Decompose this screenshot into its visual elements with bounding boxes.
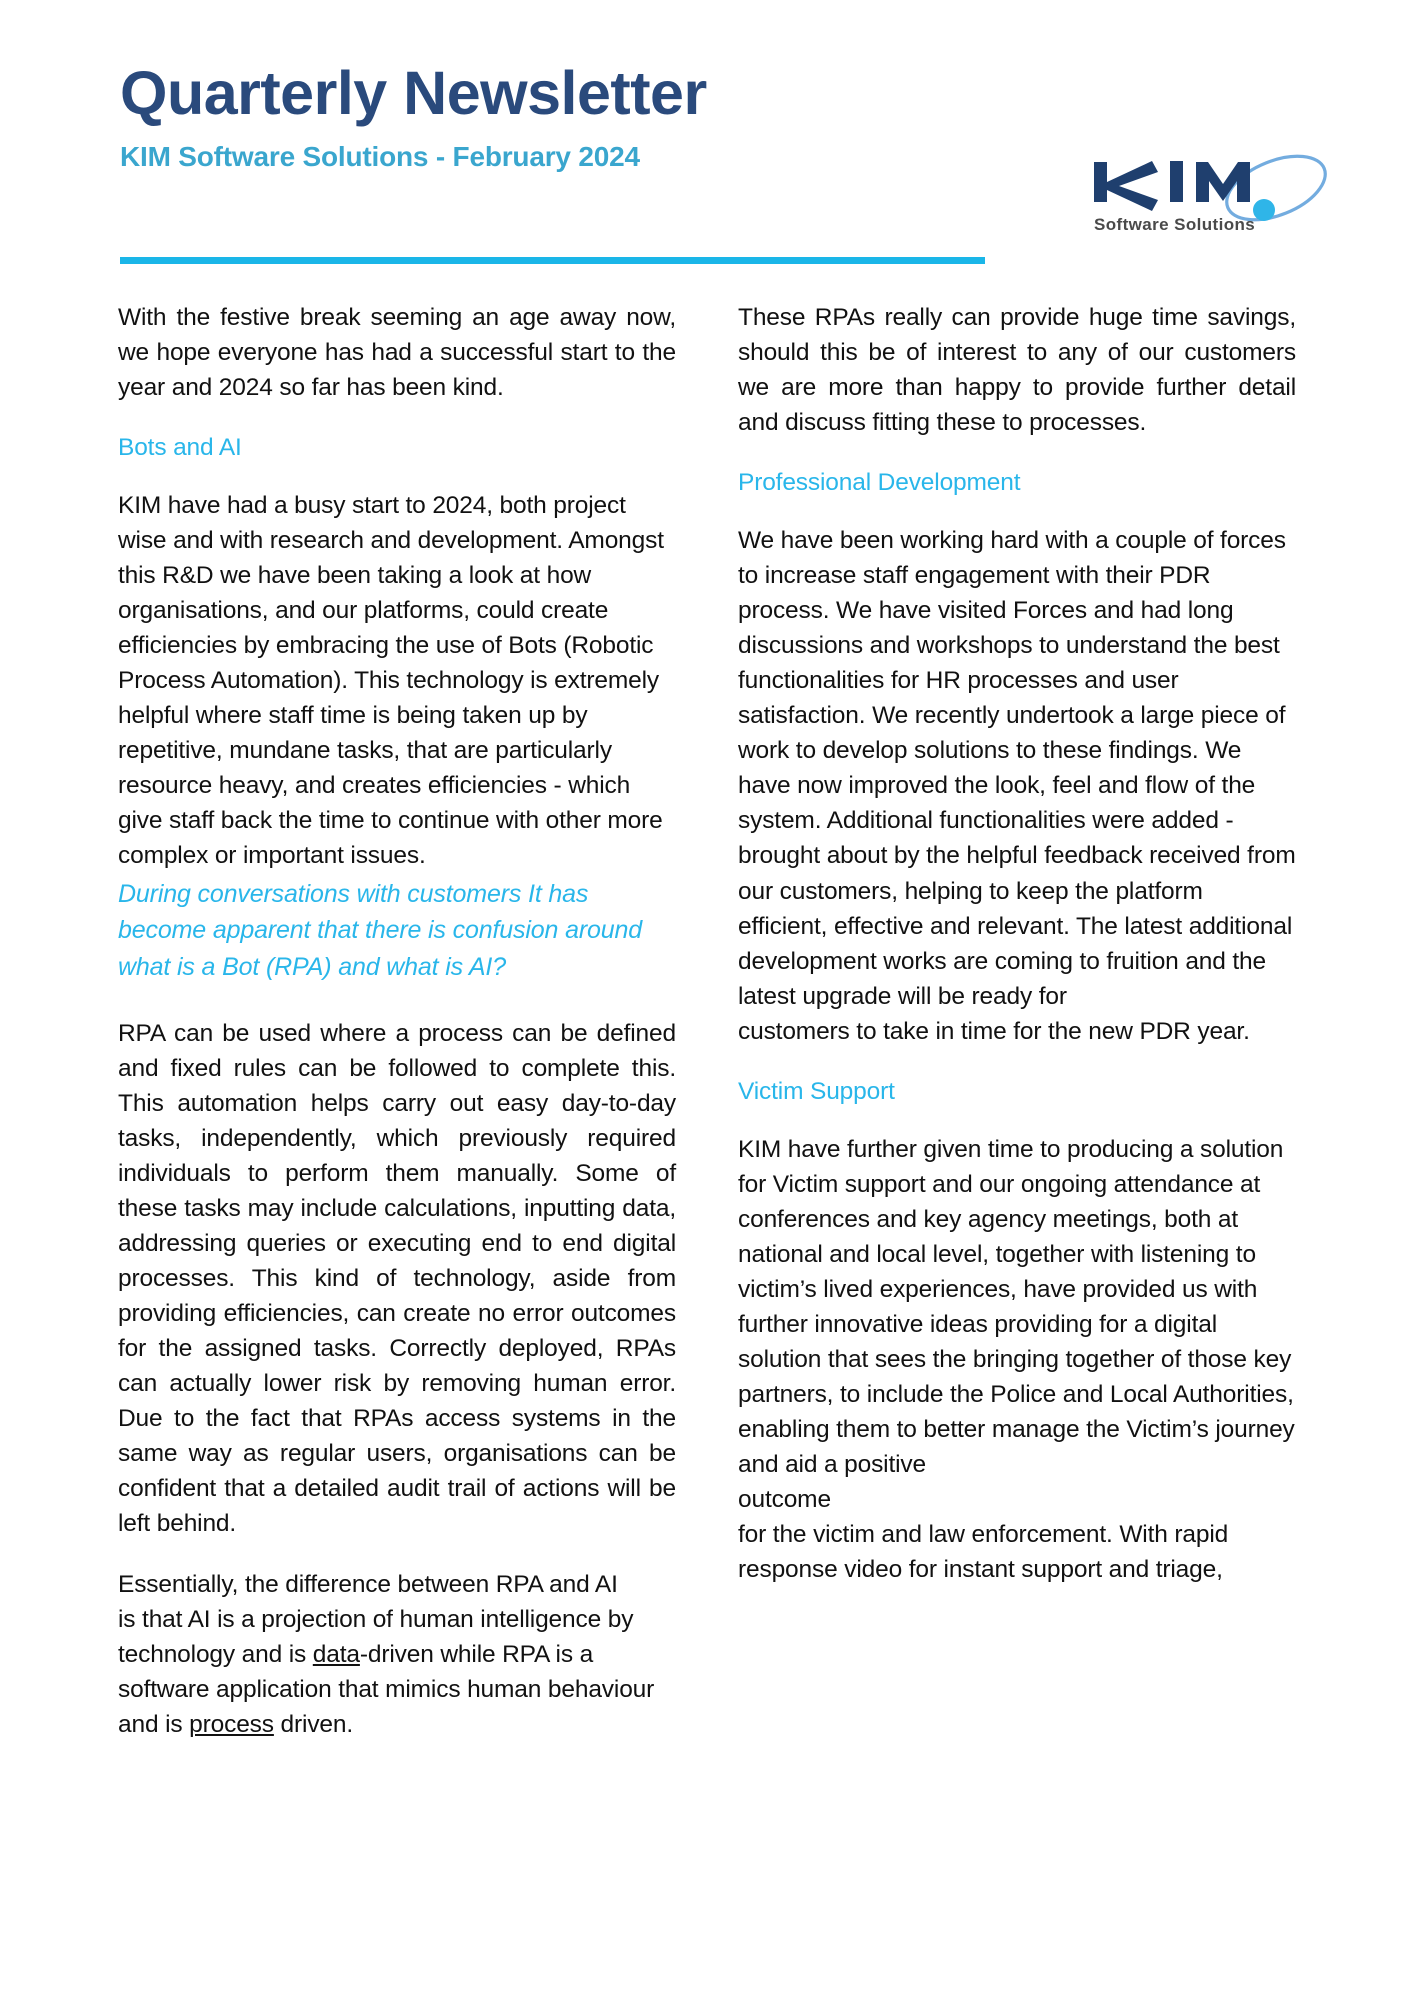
- difference-lead-line: Essentially, the difference between RPA and AI: [118, 1571, 618, 1599]
- professional-development-paragraph: We have been working hard with a couple of forces to increase staff engagement with their PDR process. We have visited Forces and had long discussions and workshops to understand the best functionalities for HR processes and user satisfaction. We recently undertook a large piece of work to develop solutions to these findings. We have now improved the look, feel and flow of the system. Additional functionalities were added - brought about by the helpful feedback received from our customers, helping to keep the platform efficient, effective and relevant. The latest additional development works are coming to fruition and the latest upgrade will be ready for: [738, 527, 1296, 1010]
- rpa-definition-paragraph: RPA can be used where a process can be defined and fixed rules can be followed to complete this. This automation helps carry out easy day-to-day tasks, independently, which previously required individuals to perform them manually. Some of these tasks may include calculations, inputting data, addressing queries or executing end to end digital processes. This kind of technology, aside from providing efficiencies, can create no error outcomes for the assigned tasks. Correctly deployed, RPAs can actually lower risk by removing human error. Due to the fact that RPAs access systems in the same way as regular users, organisations can be confident that a detailed audit trail of actions will be left behind.: [118, 1019, 676, 1538]
- difference-paragraph: [118, 1602, 676, 1742]
- intro-paragraph: With the festive break seeming an age away now, we hope everyone has had a successful start to the year and 2024 so far has been kind.: [118, 304, 676, 402]
- header-divider-rule: [120, 257, 985, 264]
- underlined-word-process: process: [189, 1711, 274, 1739]
- section-heading-victim-support: Victim Support: [738, 1077, 895, 1105]
- difference-text-part-1: is that AI is a projection of human intelligence by technology and is: [118, 1606, 634, 1669]
- underlined-word-data: data: [312, 1641, 360, 1669]
- right-column: [738, 300, 1296, 1768]
- professional-development-continued: customers to take in time for the new PDR year.: [738, 1017, 1250, 1045]
- section-heading-professional-development: Professional Development: [738, 469, 1021, 497]
- masthead: [0, 0, 1414, 234]
- left-column: [118, 300, 676, 1768]
- victim-support-continued: for the victim and law enforcement. With rapid response video for instant support and triage,: [738, 1521, 1229, 1584]
- page-title: Quarterly Newsletter: [120, 59, 707, 127]
- masthead-subtitle: KIM Software Solutions - February 2024: [120, 141, 640, 173]
- section-heading-bots-and-ai: Bots and AI: [118, 434, 242, 462]
- svg-text:Software Solutions: Software Solutions: [1094, 215, 1256, 234]
- article-columns: [0, 300, 1414, 1768]
- victim-support-paragraph: KIM have further given time to producing a solution for Victim support and our ongoing attendance at conferences and key agency meetings, both at national and local level, together with listening to victim’s lived experiences, have provided us with further innovative ideas providing for a digital solution that sees the bringing together of those key partners, to include the Police and Local Authorities, enabling them to better manage the Victim’s journey and aid a positive: [738, 1135, 1295, 1478]
- difference-text-part-3: driven.: [273, 1711, 354, 1739]
- difference-text-part-2: -driven while RPA is a software application that mimics human behaviour and is: [118, 1641, 655, 1739]
- victim-support-outcome-line: outcome: [738, 1486, 831, 1514]
- pull-quote: During conversations with customers It has become apparent that there is confusion around what is a Bot (RPA) and what is AI?: [118, 879, 643, 981]
- rpa-savings-paragraph: These RPAs really can provide huge time savings, should this be of interest to any of our customers we are more than happy to provide further detail and discuss fitting these to processes.: [738, 304, 1296, 437]
- bots-ai-paragraph: KIM have had a busy start to 2024, both project wise and with research and development. Amongst this R&D we have been taking a look at how organisations, and our platforms, could create efficiencies by embracing the use of Bots (Robotic Process Automation). This technology is extremely helpful where staff time is being taken up by repetitive, mundane tasks, that are particularly resource heavy, and creates efficiencies - which give staff back the time to continue with other more complex or important issues.: [118, 492, 664, 870]
- kim-logo: [1086, 148, 1336, 240]
